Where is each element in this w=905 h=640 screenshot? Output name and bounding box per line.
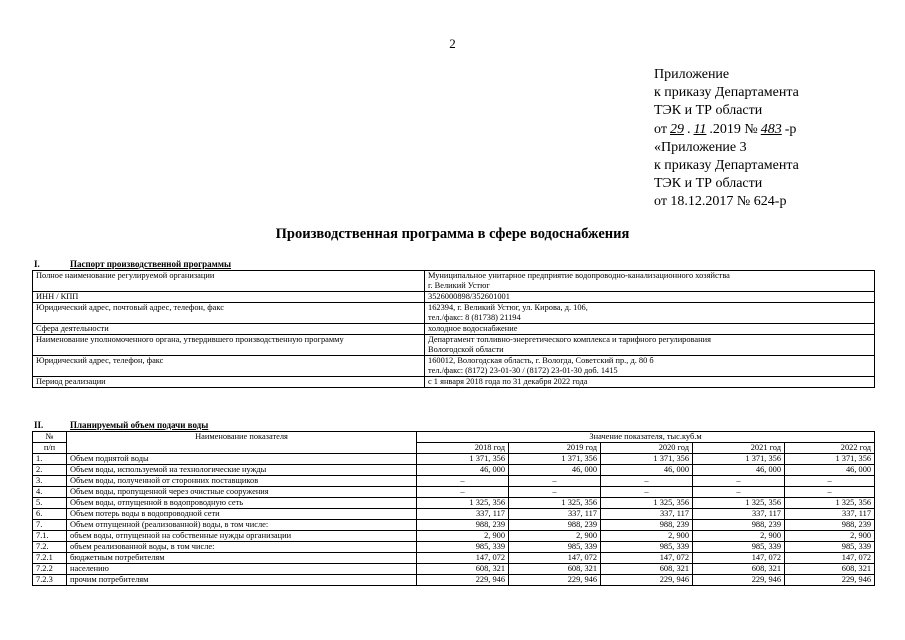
row-value: – [509, 487, 601, 498]
row-value: 608, 321 [417, 564, 509, 575]
row-number: 3. [33, 476, 67, 487]
passport-label: Юридический адрес, телефон, факс [33, 356, 425, 377]
table-row [33, 531, 875, 542]
row-value: 46, 000 [785, 465, 875, 476]
row-value: 147, 072 [509, 553, 601, 564]
row-number: 1. [33, 454, 67, 465]
section-number: I. [34, 259, 40, 269]
row-value: 46, 000 [693, 465, 785, 476]
row-value: 988, 239 [693, 520, 785, 531]
row-value: 608, 321 [693, 564, 785, 575]
passport-value [425, 356, 875, 377]
passport-value [425, 271, 875, 292]
appendix-line: к приказу Департамента [654, 158, 799, 174]
passport-row [33, 303, 875, 324]
row-value: 985, 339 [785, 542, 875, 553]
passport-value-line: 160012, Вологодская область, г. Вологда, Советский пр., д. 80 б [428, 356, 654, 365]
row-name: объем реализованной воды, в том числе: [67, 542, 417, 553]
row-name: населению [67, 564, 417, 575]
passport-row [33, 356, 875, 377]
passport-row [33, 292, 875, 303]
date-year: .2019 № [709, 121, 758, 137]
row-value: – [601, 476, 693, 487]
passport-value-line: 3526000898/352601001 [428, 292, 510, 301]
section-title: Планируемый объем подачи воды [70, 420, 209, 430]
handwritten-month: 11 [693, 121, 707, 137]
row-number: 2. [33, 465, 67, 476]
passport-label: Сфера деятельности [33, 324, 425, 335]
passport-row [33, 377, 875, 388]
row-value: 1 325, 356 [601, 498, 693, 509]
row-number: 6. [33, 509, 67, 520]
table-row [33, 487, 875, 498]
row-value: 46, 000 [601, 465, 693, 476]
row-value: 1 371, 356 [693, 454, 785, 465]
row-value: 608, 321 [509, 564, 601, 575]
row-value: – [509, 476, 601, 487]
passport-row [33, 335, 875, 356]
appendix-line: ТЭК и ТР области [654, 176, 763, 192]
row-number: 7.2.2 [33, 564, 67, 575]
passport-label: ИНН / КПП [33, 292, 425, 303]
passport-table [32, 270, 875, 388]
row-value: 1 325, 356 [509, 498, 601, 509]
row-name: Объем воды, отпущенной в водопроводную сеть [67, 498, 417, 509]
section-number: II. [34, 420, 44, 430]
table-row [33, 553, 875, 564]
row-value: 985, 339 [417, 542, 509, 553]
row-value: 229, 946 [693, 575, 785, 586]
row-value: 337, 117 [601, 509, 693, 520]
table-row [33, 520, 875, 531]
table-row [33, 564, 875, 575]
row-value: 337, 117 [509, 509, 601, 520]
order-suffix: -р [784, 121, 797, 137]
row-value: 608, 321 [785, 564, 875, 575]
row-name: Объем потерь воды в водопроводной сети [67, 509, 417, 520]
handwritten-order-number: 483 [760, 121, 782, 137]
row-number: 7.1. [33, 531, 67, 542]
header-value: Значение показателя, тыс.куб.м [417, 432, 875, 443]
row-value: – [417, 476, 509, 487]
row-name: Объем поднятой воды [67, 454, 417, 465]
row-value: 988, 239 [417, 520, 509, 531]
row-value: – [785, 487, 875, 498]
row-value: 608, 321 [601, 564, 693, 575]
passport-label: Наименование уполномоченного органа, утвердившего производственную программу [33, 335, 425, 356]
passport-label: Полное наименование регулируемой организации [33, 271, 425, 292]
row-value: 46, 000 [509, 465, 601, 476]
appendix-date-line [654, 121, 894, 139]
header-no: № [33, 432, 67, 443]
row-name: Объем отпущенной (реализованной) воды, в том числе: [67, 520, 417, 531]
row-name: бюджетным потребителям [67, 553, 417, 564]
row-value: – [693, 487, 785, 498]
passport-value [425, 324, 875, 335]
appendix-line: к приказу Департамента [654, 85, 799, 101]
header-year: 2021 год [693, 443, 785, 454]
row-value: 988, 239 [785, 520, 875, 531]
row-number: 7.2.3 [33, 575, 67, 586]
header-year: 2019 год [509, 443, 601, 454]
row-value: 985, 339 [693, 542, 785, 553]
water-volume-table [32, 431, 875, 586]
row-value: 2, 900 [785, 531, 875, 542]
header-pp: п/п [33, 443, 67, 454]
row-value: 985, 339 [601, 542, 693, 553]
row-value: 1 371, 356 [509, 454, 601, 465]
row-number: 7.2. [33, 542, 67, 553]
section-heading-passport [34, 259, 231, 269]
row-number: 5. [33, 498, 67, 509]
row-value: 985, 339 [509, 542, 601, 553]
passport-row [33, 324, 875, 335]
row-value: 2, 900 [417, 531, 509, 542]
section-title: Паспорт производственной программы [70, 259, 231, 269]
table-row [33, 509, 875, 520]
row-name: Объем воды, пропущенной через очистные сооружения [67, 487, 417, 498]
row-value: 337, 117 [785, 509, 875, 520]
row-value: 229, 946 [601, 575, 693, 586]
date-separator: . [686, 121, 691, 137]
header-year: 2018 год [417, 443, 509, 454]
appendix-line: «Приложение 3 [654, 139, 747, 155]
table-row [33, 542, 875, 553]
passport-value-line: тел./факс: (8172) 23-01-30 / (8172) 23-01-30 доб. 1415 [428, 366, 618, 375]
table-row [33, 454, 875, 465]
appendix-line: Приложение [654, 67, 730, 82]
row-number: 7.2.1 [33, 553, 67, 564]
passport-label: Период реализации [33, 377, 425, 388]
row-number: 7. [33, 520, 67, 531]
row-value: 988, 239 [601, 520, 693, 531]
row-name: прочим потребителям [67, 575, 417, 586]
row-value: 2, 900 [693, 531, 785, 542]
passport-value-line: Муниципальное унитарное предприятие водопроводно-канализационного хозяйства [428, 271, 730, 280]
passport-value-line: г. Великий Устюг [428, 281, 490, 290]
row-value: 229, 946 [417, 575, 509, 586]
row-value: 1 325, 356 [693, 498, 785, 509]
passport-row [33, 271, 875, 292]
passport-value [425, 377, 875, 388]
row-value: – [693, 476, 785, 487]
date-prefix: от [654, 121, 667, 137]
row-value: 147, 072 [785, 553, 875, 564]
row-value: 1 371, 356 [417, 454, 509, 465]
passport-value [425, 292, 875, 303]
section-heading-volume [34, 420, 208, 430]
row-value: 1 325, 356 [785, 498, 875, 509]
row-value: 1 371, 356 [601, 454, 693, 465]
row-value: 147, 072 [417, 553, 509, 564]
header-year: 2020 год [601, 443, 693, 454]
row-value: 337, 117 [417, 509, 509, 520]
row-value: 2, 900 [601, 531, 693, 542]
table-row [33, 575, 875, 586]
row-value: – [601, 487, 693, 498]
row-value: 147, 072 [693, 553, 785, 564]
row-value: 229, 946 [509, 575, 601, 586]
passport-value-line: Департамент топливно-энергетического комплекса и тарифного регулирования [428, 335, 711, 344]
row-value: 988, 239 [509, 520, 601, 531]
appendix-block [654, 66, 894, 212]
passport-value-line: холодное водоснабжение [428, 324, 518, 333]
passport-value-line: тел./факс: 8 (81738) 21194 [428, 313, 521, 322]
handwritten-day: 29 [669, 121, 684, 137]
passport-value [425, 335, 875, 356]
appendix-line: ТЭК и ТР области [654, 103, 763, 119]
appendix-line: от 18.12.2017 № 624-р [654, 194, 787, 210]
page-number: 2 [449, 36, 456, 51]
header-year: 2022 год [785, 443, 875, 454]
row-value: 229, 946 [785, 575, 875, 586]
row-number: 4. [33, 487, 67, 498]
passport-value-line: Вологодской области [428, 345, 504, 354]
row-value: – [417, 487, 509, 498]
passport-label: Юридический адрес, почтовый адрес, телефон, факс [33, 303, 425, 324]
row-value: 1 371, 356 [785, 454, 875, 465]
row-value: – [785, 476, 875, 487]
passport-value-line: 162394, г. Великий Устюг, ул. Кирова, д. 106, [428, 303, 588, 312]
row-name: Объем воды, используемой на технологические нужды [67, 465, 417, 476]
table-row [33, 465, 875, 476]
passport-value-line: с 1 января 2018 года по 31 декабря 2022 года [428, 377, 588, 386]
header-name: Наименование показателя [67, 432, 417, 454]
row-value: 46, 000 [417, 465, 509, 476]
row-value: 337, 117 [693, 509, 785, 520]
row-value: 147, 072 [601, 553, 693, 564]
row-value: 1 325, 356 [417, 498, 509, 509]
row-value: 2, 900 [509, 531, 601, 542]
passport-value [425, 303, 875, 324]
table-row [33, 476, 875, 487]
row-name: объем воды, отпущенной на собственные нужды организации [67, 531, 417, 542]
row-name: Объем воды, полученной от сторонних поставщиков [67, 476, 417, 487]
table-row [33, 498, 875, 509]
document-title: Производственная программа в сфере водоснабжения [275, 226, 630, 242]
